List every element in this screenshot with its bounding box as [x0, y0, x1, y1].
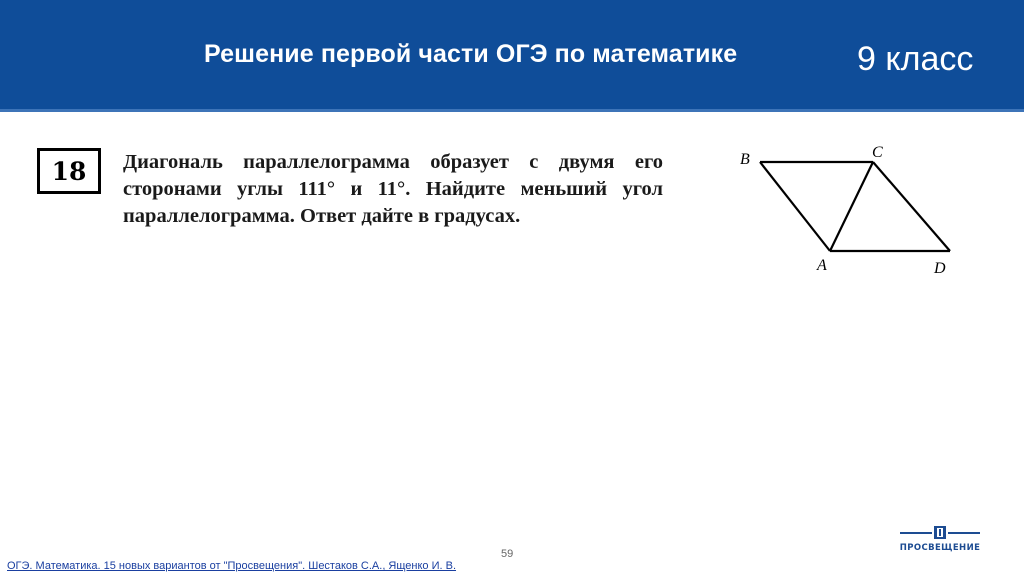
publisher-logo — [892, 523, 988, 555]
prosveshchenie-logo-icon — [892, 523, 988, 543]
task-number-box — [37, 148, 101, 194]
task-number: 18 — [51, 156, 87, 186]
vertex-label-a: A — [817, 257, 827, 274]
grade-label: 9 класс — [857, 40, 974, 78]
diagonal-ac — [830, 162, 873, 251]
vertex-label-d: D — [934, 260, 946, 277]
side-cd — [873, 162, 950, 251]
logo-text: ПРОСВЕЩЕНИЕ — [899, 543, 981, 553]
page-number: 59 — [501, 548, 514, 560]
source-link[interactable]: ОГЭ. Математика. 15 новых вариантов от "Просвещения". Шестаков С.А., Ященко И. В. — [7, 560, 457, 572]
slide-title: Решение первой части ОГЭ по математике — [204, 40, 738, 68]
task-text: Диагональ параллелограмма образует с двумя его сторонами углы 111° и 11°. Найдите меньший угол параллелограмма. Ответ дайте в градусах. — [123, 151, 663, 227]
vertex-label-b: B — [740, 151, 750, 168]
slide-header — [0, 0, 1024, 112]
side-ba — [760, 162, 830, 251]
vertex-label-c: C — [872, 144, 883, 161]
parallelogram-figure — [728, 140, 968, 285]
